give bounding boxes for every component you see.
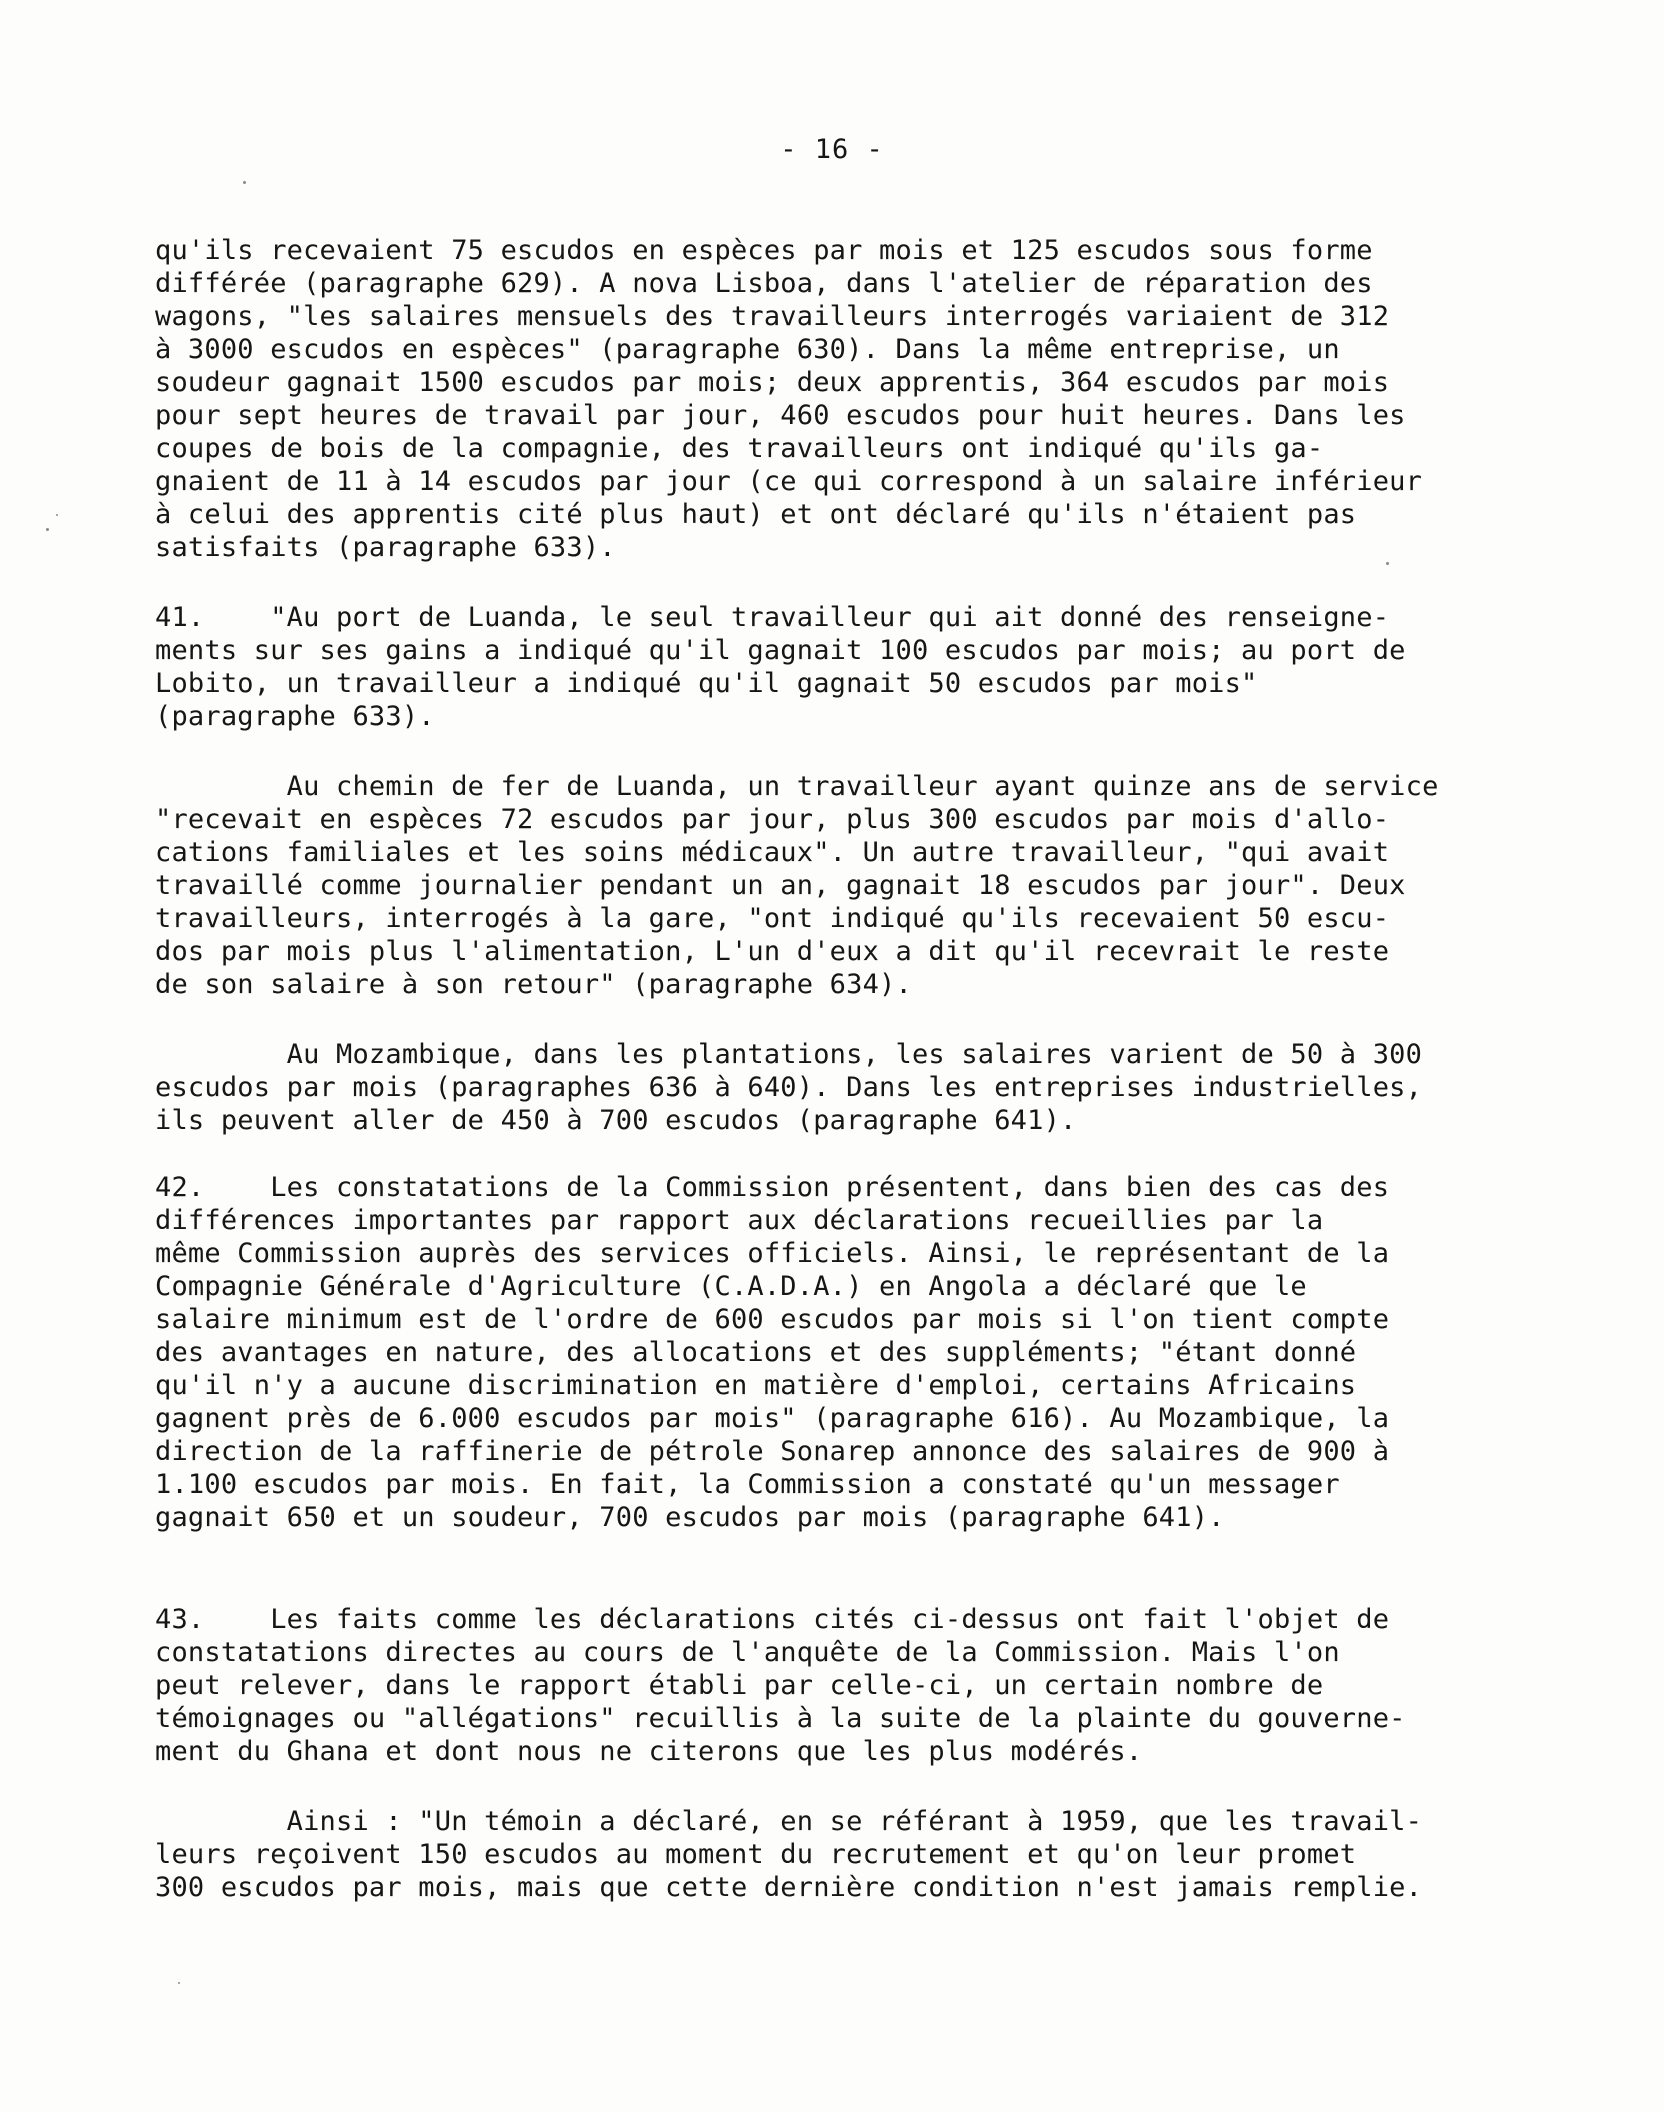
text-line: qu'il n'y a aucune discrimination en matière d'emploi, certains Africains: [155, 1370, 1357, 1401]
text-line: (paragraphe 633).: [155, 701, 435, 732]
text-line: ment du Ghana et dont nous ne citerons que les plus modérés.: [155, 1736, 1143, 1767]
text-line: gagnent près de 6.000 escudos par mois" (paragraphe 616). Au Mozambique, la: [155, 1403, 1390, 1434]
text-line: Lobito, un travailleur a indiqué qu'il gagnait 50 escudos par mois": [155, 668, 1258, 699]
text-line: soudeur gagnait 1500 escudos par mois; deux apprentis, 364 escudos par mois: [155, 367, 1390, 398]
text-line: cations familiales et les soins médicaux". Un autre travailleur, "qui avait: [155, 837, 1390, 868]
page-number: - 16 -: [780, 134, 884, 165]
text-line: ments sur ses gains a indiqué qu'il gagnait 100 escudos par mois; au port de: [155, 635, 1406, 666]
text-line: leurs reçoivent 150 escudos au moment du recrutement et qu'on leur promet: [155, 1839, 1357, 1870]
text-line: Au Mozambique, dans les plantations, les salaires varient de 50 à 300: [155, 1039, 1423, 1070]
text-line: "recevait en espèces 72 escudos par jour, plus 300 escudos par mois d'allo-: [155, 804, 1390, 835]
text-line: gnaient de 11 à 14 escudos par jour (ce qui correspond à un salaire inférieur: [155, 466, 1423, 497]
scan-speck: [46, 528, 49, 531]
text-line: à 3000 escudos en espèces" (paragraphe 630). Dans la même entreprise, un: [155, 334, 1340, 365]
text-line: coupes de bois de la compagnie, des travailleurs ont indiqué qu'ils ga-: [155, 433, 1324, 464]
text-line: différences importantes par rapport aux déclarations recueillies par la: [155, 1205, 1324, 1236]
text-line: 42. Les constatations de la Commission présentent, dans bien des cas des: [155, 1172, 1390, 1203]
text-line: gagnait 650 et un soudeur, 700 escudos par mois (paragraphe 641).: [155, 1502, 1225, 1533]
text-line: ils peuvent aller de 450 à 700 escudos (paragraphe 641).: [155, 1105, 1077, 1136]
text-line: Au chemin de fer de Luanda, un travailleur ayant quinze ans de service: [155, 771, 1439, 802]
text-line: peut relever, dans le rapport établi par celle-ci, un certain nombre de: [155, 1670, 1324, 1701]
text-line: Compagnie Générale d'Agriculture (C.A.D.A.) en Angola a déclaré que le: [155, 1271, 1307, 1302]
text-line: qu'ils recevaient 75 escudos en espèces par mois et 125 escudos sous forme: [155, 235, 1373, 266]
scan-speck: [56, 514, 58, 516]
text-line: témoignages ou "allégations" recuillis à la suite de la plainte du gouverne-: [155, 1703, 1406, 1734]
text-line: 1.100 escudos par mois. En fait, la Commission a constaté qu'un messager: [155, 1469, 1340, 1500]
text-line: des avantages en nature, des allocations et des suppléments; "étant donné: [155, 1337, 1357, 1368]
text-line: même Commission auprès des services officiels. Ainsi, le représentant de la: [155, 1238, 1390, 1269]
text-line: direction de la raffinerie de pétrole Sonarep annonce des salaires de 900 à: [155, 1436, 1390, 1467]
text-line: Ainsi : "Un témoin a déclaré, en se référant à 1959, que les travail-: [155, 1806, 1423, 1837]
text-line: dos par mois plus l'alimentation, L'un d'eux a dit qu'il recevrait le reste: [155, 936, 1390, 967]
text-line: travaillé comme journalier pendant un an, gagnait 18 escudos par jour". Deux: [155, 870, 1406, 901]
text-line: escudos par mois (paragraphes 636 à 640). Dans les entreprises industrielles,: [155, 1072, 1423, 1103]
text-line: 41. "Au port de Luanda, le seul travailleur qui ait donné des renseigne-: [155, 602, 1390, 633]
text-line: de son salaire à son retour" (paragraphe 634).: [155, 969, 912, 1000]
text-line: constatations directes au cours de l'anquête de la Commission. Mais l'on: [155, 1637, 1340, 1668]
text-line: pour sept heures de travail par jour, 460 escudos pour huit heures. Dans les: [155, 400, 1406, 431]
scan-speck: [243, 181, 246, 184]
text-line: 43. Les faits comme les déclarations cités ci-dessus ont fait l'objet de: [155, 1604, 1390, 1635]
text-line: travailleurs, interrogés à la gare, "ont indiqué qu'ils recevaient 50 escu-: [155, 903, 1390, 934]
text-line: wagons, "les salaires mensuels des travailleurs interrogés variaient de 312: [155, 301, 1390, 332]
text-line: à celui des apprentis cité plus haut) et ont déclaré qu'ils n'étaient pas: [155, 499, 1357, 530]
text-line: 300 escudos par mois, mais que cette dernière condition n'est jamais remplie.: [155, 1872, 1423, 1903]
text-line: différée (paragraphe 629). A nova Lisboa, dans l'atelier de réparation des: [155, 268, 1373, 299]
text-line: salaire minimum est de l'ordre de 600 escudos par mois si l'on tient compte: [155, 1304, 1390, 1335]
text-line: satisfaits (paragraphe 633).: [155, 532, 616, 563]
scan-speck: [178, 1982, 180, 1984]
